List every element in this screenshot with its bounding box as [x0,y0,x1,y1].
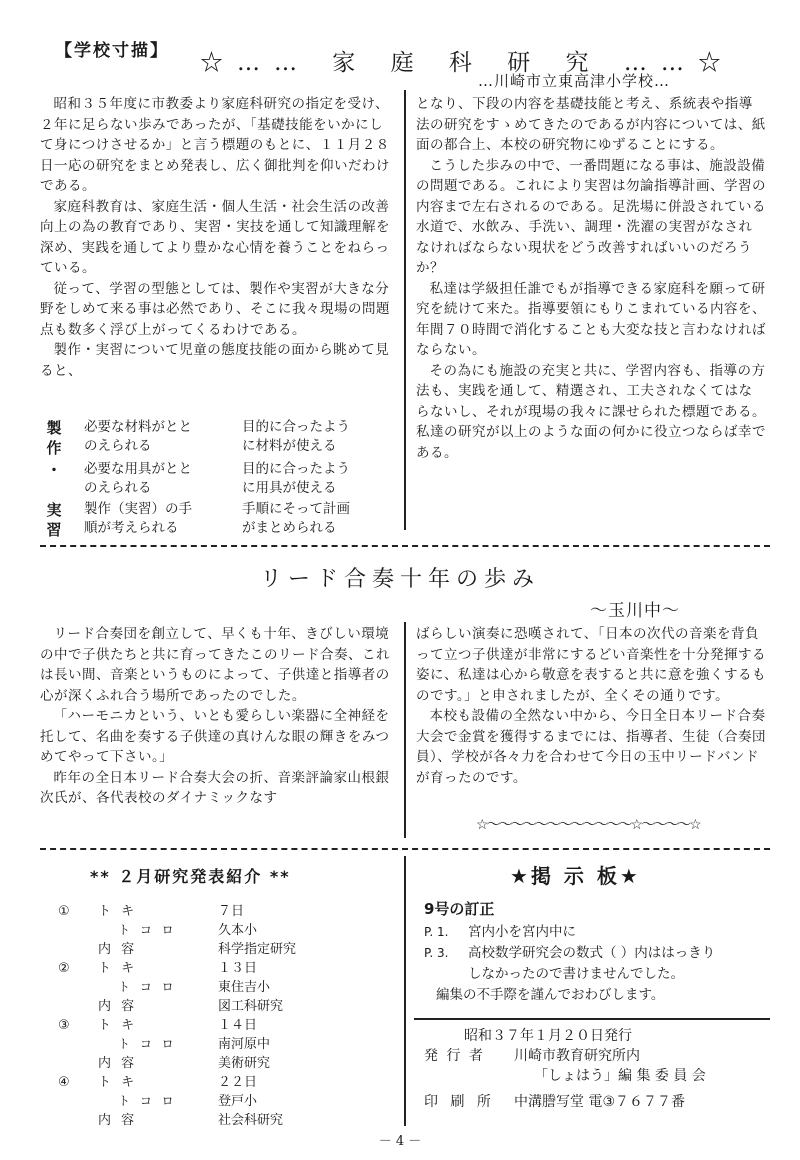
tokoro-value: 登戸小 [218,1094,258,1109]
skill-b-line1: 手順にそって計画 [242,501,350,517]
skill-a-line1: 必要な材料がとと [84,419,192,435]
board-subtitle: 9号の訂正 [424,900,495,918]
schedule-item [58,959,388,1016]
skill-a-line2: 順が考えられる [84,520,179,536]
article1-paragraph: となり、下段の内容を基礎技能と考え、系統表や指導法の研究をすゝめてきたのであるが内容については、紙面の都合上、本校の研究物にゆずることにする。 [416,96,766,153]
tokoro-label: ト コ ロ [118,980,177,994]
column-divider [404,622,406,838]
naiyo-value: 美術研究 [218,1056,271,1071]
article2-left-column [40,624,395,809]
article1-paragraph: 私達は学級担任誰でもが指導できる家庭科を願って研究を続けて来た。指導要領にもりこまれている内容を、年間７０時間で消化することも大変な技と言わなければならない。 [416,280,766,358]
toki-label: ト キ [98,904,138,919]
skills-group [44,460,394,498]
toki-value: ７日 [218,904,245,919]
toki-value: ２２日 [218,1075,258,1090]
group-label: 習 [46,521,62,539]
naiyo-label: 内 容 [98,1056,138,1071]
item-number: ① [58,904,70,919]
naiyo-value: 図工科研究 [218,999,284,1014]
item-number: ③ [58,1018,70,1033]
page-ref [424,964,468,985]
tokoro-label: ト コ ロ [118,1094,177,1108]
skill-b-line1: 目的に合ったよう [242,419,350,435]
skill-b-line2: に材料が使える [242,438,337,454]
section-separator [40,848,770,850]
schedule-title: ** ２月研究発表紹介 ** [90,867,291,886]
tokoro-value: 久本小 [218,923,258,938]
article1-paragraph: こうした歩みの中で、一番問題になる事は、施設設備の問題である。これにより実習は勿論指導計画、学習の内容まで左右されるのである。足洗場に併設されている水道で、水飲み、手洗い、調理・洗濯の実習がなされなければならない現状をどう改善すればいいのだろうか？ [416,157,766,276]
schedule-item [58,902,388,959]
article2-paragraph: 「ハーモニカという、いとも愛らしい楽器に全神経を托して、名曲を奏する子供達の真けんな眼の輝きをみつめてやって下さい。」 [40,708,390,765]
column-divider [404,856,406,1126]
correction-text: 高校数学研究会の数式（ ）内ははっきり [468,945,716,961]
tokoro-value: 東住吉小 [218,980,271,995]
naiyo-label: 内 容 [98,1113,138,1128]
board-title: ★掲 示 板★ [510,864,641,888]
publication-box [414,1018,770,1020]
item-number: ② [58,961,70,976]
toki-label: ト キ [98,1075,138,1090]
skill-a-line2: のえられる [84,438,152,454]
article2-right-column [416,624,766,788]
article1-title: ☆…… 家 庭 科 研 究 ……☆ [200,50,735,76]
correction-text: しなかったので書けませんでした。 [468,966,684,982]
toki-label: ト キ [98,1018,138,1033]
board-item [424,922,774,943]
board-items [424,922,774,1006]
skills-group [44,500,394,540]
article1-paragraph: 昭和３５年度に市教委より家庭科研究の指定を受け、２年に足らない歩みであったが、「基礎技能をいかにして身につけさせるか」と言う標題のもとに、１１月２８日一応の研究をまとめ発表し、広く御批判を仰いだわけである。 [40,96,390,194]
ornament-line: ☆〜〜〜〜〜〜〜〜〜〜〜〜☆〜〜〜〜☆ [476,817,700,833]
skill-b-line2: に用具が使える [242,480,337,496]
group-label: 作 [46,439,62,457]
schedule-item [58,1073,388,1130]
article2-title: リード合奏十年の歩み [259,567,540,592]
page-ref: P. 3. [424,946,449,960]
page-ref: P. 1. [424,925,449,939]
publication-date: 昭和３７年１月２０日発行 [464,1028,632,1044]
skills-group [44,418,394,458]
naiyo-label: 内 容 [98,942,138,957]
schedule-list [58,902,388,1130]
editor-name: 「しょはう」編 集 委 員 会 [534,1068,706,1084]
article2-author: 〜玉川中〜 [590,601,680,621]
skill-a-line1: 必要な用具がとと [84,461,192,477]
board-item [424,964,774,985]
toki-value: １４日 [218,1018,258,1033]
article1-right-column [416,94,766,463]
article1-paragraph: 家庭科教育は、家庭生活・個人生活・社会生活の改善向上の為の教育であり、実習・実技を通して知識理解を深め、実践を通してより豊かな心情を養うことをねらっている。 [40,198,390,276]
group-label: 製 [46,419,62,437]
naiyo-value: 社会科研究 [218,1113,284,1128]
board-item [424,943,774,964]
article1-paragraph: その為にも施設の充実と共に、学習内容も、指導の方法も、実践を通して、精選され、工夫されなくてはならないし、それが現場の我々に課せられた標題である。私達の研究が以上のような面の何かに役立つならば幸である。 [416,362,766,461]
article2-paragraph: 昨年の全日本リード合奏大会の折、音楽評論家山根銀次氏が、各代表校のダイナミックなす [40,769,390,806]
group-label: ・ [46,461,62,479]
tokoro-label: ト コ ロ [118,923,177,937]
page-number: － 4 － [378,1134,422,1149]
toki-value: １３日 [218,961,258,976]
printer-name: 中溝謄写堂 電③７６７７番 [514,1094,686,1110]
article2-paragraph: 本校も設備の全然ない中から、今日全日本リード合奏大会で金賞を獲得するまでには、指導者、生徒（合奏団員）、学校が各々力を合わせて今日の玉中リードバンドが育ったのです。 [416,708,766,786]
skill-a-line1: 製作（実習）の手 [84,501,192,517]
article1-paragraph: 従って、学習の型態としては、製作や実習が大きな分野をしめて来る事は必然であり、そこに我々現場の問題点も数多く浮び上がってくるわけである。 [40,280,390,338]
group-label: 実 [46,501,62,519]
toki-label: ト キ [98,961,138,976]
skill-a-line2: のえられる [84,480,152,496]
board-apology: 編集の不手際を謹んでおわびします。 [436,987,665,1003]
article1-left-column [40,94,395,381]
column-divider [404,90,406,530]
publisher-label: 発 行 者 [424,1048,485,1064]
naiyo-label: 内 容 [98,999,138,1014]
item-number: ④ [58,1075,70,1090]
section-separator [40,545,770,547]
article2-paragraph: リード合奏団を創立して、早くも十年、きびしい環境の中で子供たちと共に育ってきたこのリード合奏、これは長い間、音楽というものによって、子供達と指導者の心が深くふれ合う場所であったのでした。 [40,626,390,704]
article1-paragraph: 製作・実習について児童の態度技能の面から眺めて見ると、 [40,342,390,379]
tokoro-label: ト コ ロ [118,1037,177,1051]
skill-b-line2: がまとめられる [242,520,337,536]
schedule-item [58,1016,388,1073]
article1-author: …川崎市立東高津小学校… [478,72,671,90]
printer-label: 印 刷 所 [424,1094,495,1110]
publisher-name: 川崎市教育研究所内 [514,1048,640,1064]
skills-table [44,418,394,540]
article1-tag: 【学校寸描】 [55,41,169,61]
naiyo-value: 科学指定研究 [218,942,297,957]
article2-paragraph: ばらしい演奏に恐嘆されて、「日本の次代の音楽を背負って立つ子供達が非常にするどい音楽性を十分発揮する姿に、私達は心から敬意を表すると共に意を強くするものです。」と申されましたが、全くその通りです。 [416,626,766,704]
correction-text: 宮内小を宮内中に [468,924,576,940]
publication-info [424,1026,774,1112]
skill-b-line1: 目的に合ったよう [242,461,350,477]
tokoro-value: 南河原中 [218,1037,271,1052]
